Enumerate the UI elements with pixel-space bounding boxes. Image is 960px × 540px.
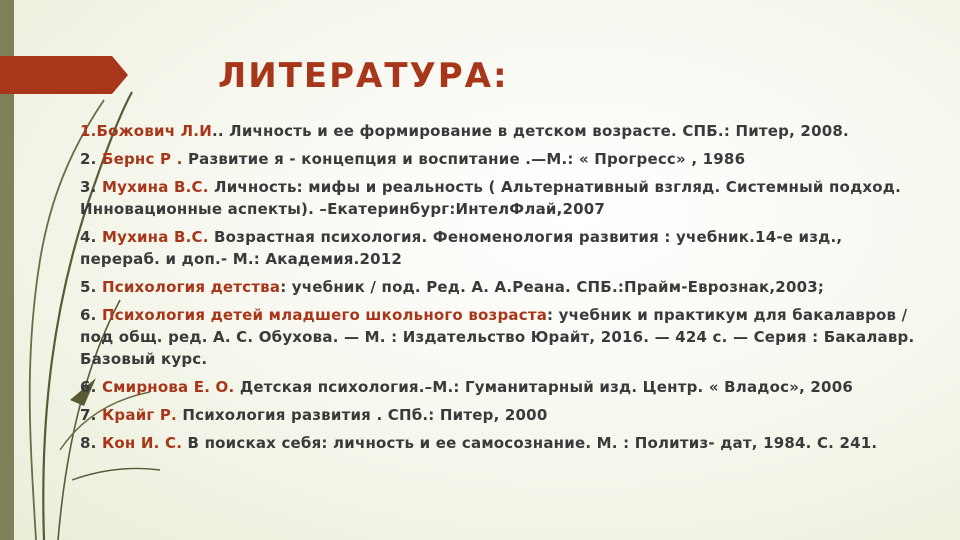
reference-text: : учебник / под. Ред. А. А.Реана. СПБ.:Прайм-Еврознак,2003;	[280, 278, 825, 296]
reference-text: : учебник и практикум для бакалавров / под общ. ред. А. С. Обухова. — М. : Издательство Юрайт, 2016. — 424 с. — Серия : Бакалавр. Базовый курс.	[80, 306, 915, 368]
reference-item	[80, 432, 920, 454]
reference-author: Психология детей младшего школьного возраста	[101, 306, 548, 324]
reference-item	[80, 404, 920, 426]
reference-author: Смирнова Е. О.	[101, 378, 235, 396]
reference-number: 6.	[80, 378, 102, 396]
reference-list	[80, 120, 920, 460]
reference-item	[80, 120, 920, 142]
reference-author: Мухина В.С.	[101, 178, 209, 196]
reference-item	[80, 276, 920, 298]
reference-item	[80, 148, 920, 170]
reference-author: Божович Л.И	[96, 122, 212, 140]
reference-text: Возрастная психология. Феноменология развития : учебник.14-е изд., перераб. и доп.- М.: Академия.2012	[80, 228, 843, 268]
reference-item	[80, 176, 920, 220]
reference-number: 2.	[80, 150, 102, 168]
reference-item	[80, 304, 920, 370]
reference-author: Мухина В.С.	[101, 228, 209, 246]
reference-author: Кон И. С.	[101, 434, 183, 452]
reference-number: 5.	[80, 278, 102, 296]
reference-item	[80, 376, 920, 398]
reference-text: .. Личность и ее формирование в детском возрасте. СПБ.: Питер, 2008.	[211, 122, 849, 140]
reference-text: В поисках себя: личность и ее самосознание. М. : Политиз- дат, 1984. С. 241.	[182, 434, 878, 452]
reference-number: 3.	[80, 178, 102, 196]
reference-author: Крайг Р.	[101, 406, 177, 424]
reference-number: 1.	[80, 122, 97, 140]
reference-number: 7.	[80, 406, 102, 424]
reference-number: 4.	[80, 228, 102, 246]
reference-number: 8.	[80, 434, 102, 452]
reference-text: Развитие я - концепция и воспитание .—М.: « Прогресс» , 1986	[182, 150, 746, 168]
title-arrow-shape	[0, 56, 128, 94]
reference-author: Психология детства	[101, 278, 281, 296]
reference-item	[80, 226, 920, 270]
page-title: ЛИТЕРАТУРА:	[218, 56, 509, 96]
reference-text: Личность: мифы и реальность ( Альтернативный взгляд. Системный подход. Инновационные аспекты). –Екатеринбург:ИнтелФлай,2007	[80, 178, 901, 218]
reference-number: 6.	[80, 306, 102, 324]
reference-text: Детская психология.–М.: Гуманитарный изд. Центр. « Владос», 2006	[234, 378, 853, 396]
reference-text: Психология развития . СПб.: Питер, 2000	[176, 406, 548, 424]
reference-author: Бернс Р .	[101, 150, 183, 168]
